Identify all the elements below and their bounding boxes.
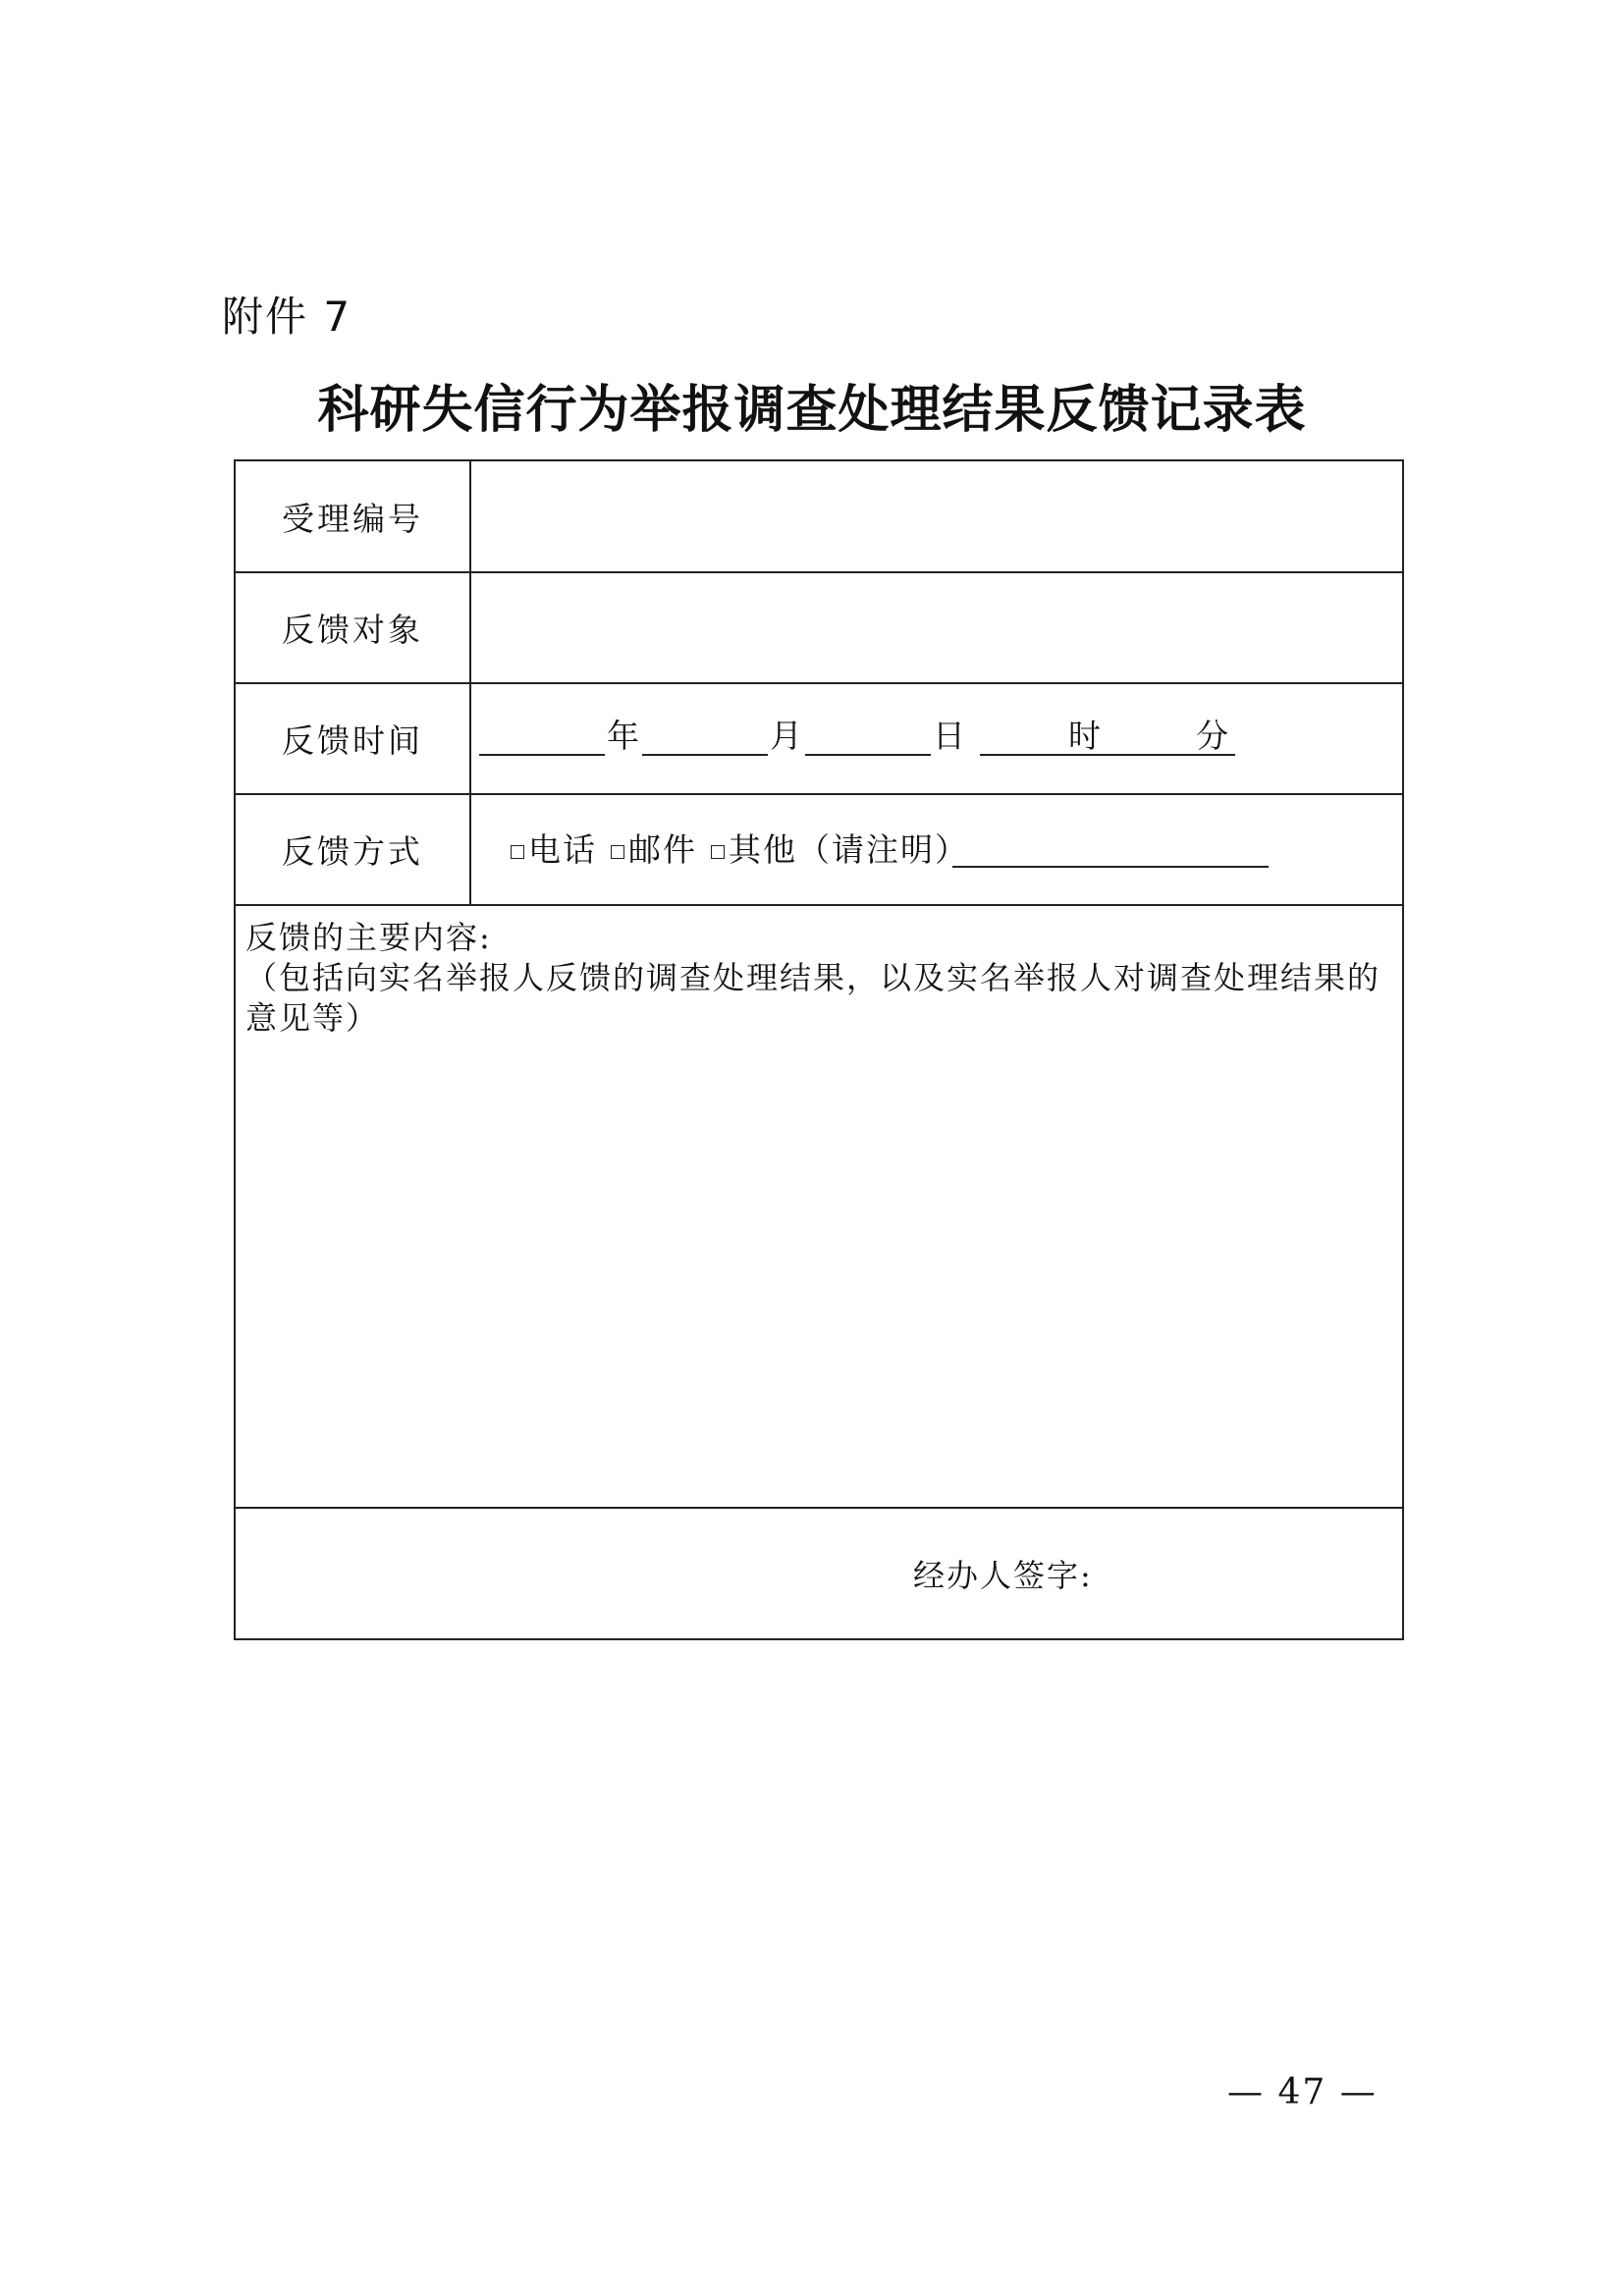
mail-checkbox[interactable] bbox=[611, 845, 624, 859]
main-content-field[interactable] bbox=[245, 918, 1392, 1039]
acceptance-number-field[interactable] bbox=[471, 461, 1402, 571]
document-title: 科研失信行为举报调查处理结果反馈记录表 bbox=[317, 381, 1307, 440]
signature-label: 经办人签字: bbox=[913, 1557, 1093, 1594]
phone-option-label: 电话 bbox=[528, 830, 597, 869]
phone-checkbox[interactable] bbox=[511, 845, 524, 859]
acceptance-number-label: 受理编号 bbox=[236, 461, 471, 571]
feedback-target-field[interactable] bbox=[471, 573, 1402, 682]
feedback-method-field bbox=[471, 795, 1402, 904]
main-content-hint: （包括向实名举报人反馈的调查处理结果，以及实名举报人对调查处理结果的意见等） bbox=[245, 959, 1381, 1037]
feedback-target-label: 反馈对象 bbox=[236, 573, 471, 682]
row-feedback-time bbox=[236, 684, 1402, 795]
row-acceptance-number bbox=[236, 461, 1402, 573]
feedback-time-label: 反馈时间 bbox=[236, 684, 471, 793]
attachment-label: 附件 7 bbox=[222, 293, 352, 341]
mail-option-label: 邮件 bbox=[628, 830, 697, 869]
row-feedback-target bbox=[236, 573, 1402, 684]
page-number: — 47 — bbox=[1227, 2072, 1378, 2112]
feedback-time-field bbox=[471, 684, 1402, 793]
main-content-heading: 反馈的主要内容: bbox=[245, 919, 492, 956]
other-method-blank[interactable] bbox=[952, 866, 1269, 868]
other-checkbox[interactable] bbox=[711, 845, 725, 859]
day-unit: 日 bbox=[933, 717, 965, 755]
year-blank[interactable] bbox=[479, 754, 605, 756]
month-blank[interactable] bbox=[642, 754, 768, 756]
feedback-method-label: 反馈方式 bbox=[236, 795, 471, 904]
feedback-record-table bbox=[234, 459, 1404, 1640]
month-unit: 月 bbox=[770, 717, 802, 755]
row-feedback-method bbox=[236, 795, 1402, 906]
feedback-method-options bbox=[511, 830, 969, 870]
hour-unit: 时 bbox=[1068, 717, 1101, 755]
year-unit: 年 bbox=[607, 717, 639, 755]
other-option-label: 其他（请注明） bbox=[729, 830, 969, 869]
day-blank[interactable] bbox=[805, 754, 931, 756]
minute-unit: 分 bbox=[1196, 717, 1228, 755]
row-main-content bbox=[236, 906, 1402, 1509]
row-signature bbox=[236, 1509, 1402, 1638]
